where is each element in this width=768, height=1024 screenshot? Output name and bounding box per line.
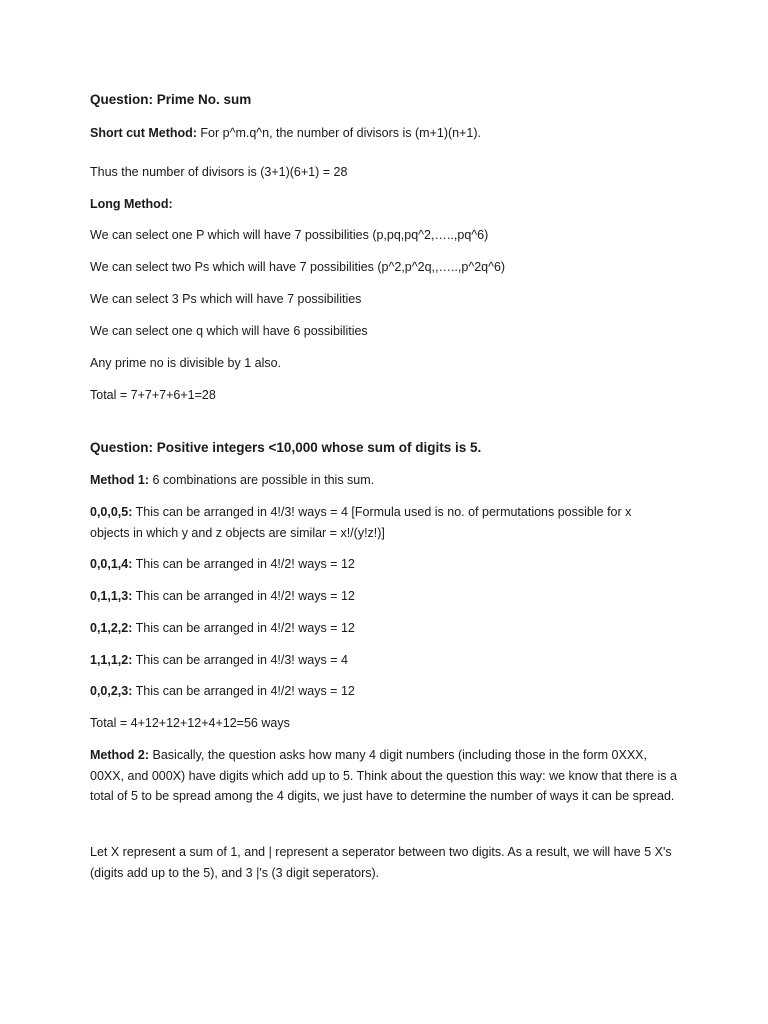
long-method-line: Any prime no is divisible by 1 also. [90,356,282,370]
combination-text: This can be arranged in 4!/3! ways = 4 [Formula used is no. of permutations possible for x objects in which y and z objects are similar = x!/(y!z!)] [90,505,632,540]
long-method-line: We can select two Ps which will have 7 possibilities (p^2,p^2q,,…..,p^2q^6) [90,260,506,274]
section-heading-prime-sum: Question: Prime No. sum [90,92,252,107]
combination-line [90,650,690,670]
method2-text: Basically, the question asks how many 4 digit numbers (including those in the form 0XXX, 00XX, and 000X) have digits which add up to 5. Think about the question this way: we know that there is a total of 5 to be spread among the 4 digits, we just have to determine the number of ways it can be spread. [90,748,677,803]
shortcut-method-line [90,123,690,143]
method1-total: Total = 4+12+12+12+4+12=56 ways [90,716,290,730]
method1-text: 6 combinations are possible in this sum. [149,473,375,487]
combination-text: This can be arranged in 4!/3! ways = 4 [132,653,348,667]
combination-text: This can be arranged in 4!/2! ways = 12 [132,589,355,603]
long-method-line: We can select 3 Ps which will have 7 possibilities [90,292,362,306]
shortcut-method-text: For p^m.q^n, the number of divisors is (m+1)(n+1). [196,126,481,140]
method1-line [90,470,690,490]
combination-line [90,554,690,574]
divisor-count-line: Thus the number of divisors is (3+1)(6+1) = 28 [90,165,348,179]
representation-paragraph: Let X represent a sum of 1, and | represent a seperator between two digits. As a result, we will have 5 X's (digits add up to the 5), and 3 |'s (3 digit seperators). [90,845,672,880]
method1-label: Method 1: [90,473,150,487]
method2-paragraph [90,745,680,807]
combination-text: This can be arranged in 4!/2! ways = 12 [132,621,355,635]
combination-label: 0,0,0,5: [90,505,133,519]
combination-label: 0,1,1,3: [90,589,133,603]
combination-label: 0,1,2,2: [90,621,133,635]
long-method-label: Long Method: [90,197,173,211]
combination-label: 0,0,2,3: [90,684,133,698]
combination-line [90,502,650,543]
combination-label: 1,1,1,2: [90,653,133,667]
long-method-total: Total = 7+7+7+6+1=28 [90,388,216,402]
long-method-line: We can select one P which will have 7 possibilities (p,pq,pq^2,…..,pq^6) [90,228,489,242]
long-method-line: We can select one q which will have 6 possibilities [90,324,368,338]
combination-label: 0,0,1,4: [90,557,133,571]
combination-text: This can be arranged in 4!/2! ways = 12 [132,684,355,698]
shortcut-method-label: Short cut Method: [90,126,197,140]
combination-line [90,586,690,606]
combination-line [90,618,690,638]
combination-line [90,681,690,701]
section-heading-positive-integers: Question: Positive integers <10,000 whose sum of digits is 5. [90,440,482,455]
combination-text: This can be arranged in 4!/2! ways = 12 [132,557,355,571]
method2-label: Method 2: [90,748,150,762]
